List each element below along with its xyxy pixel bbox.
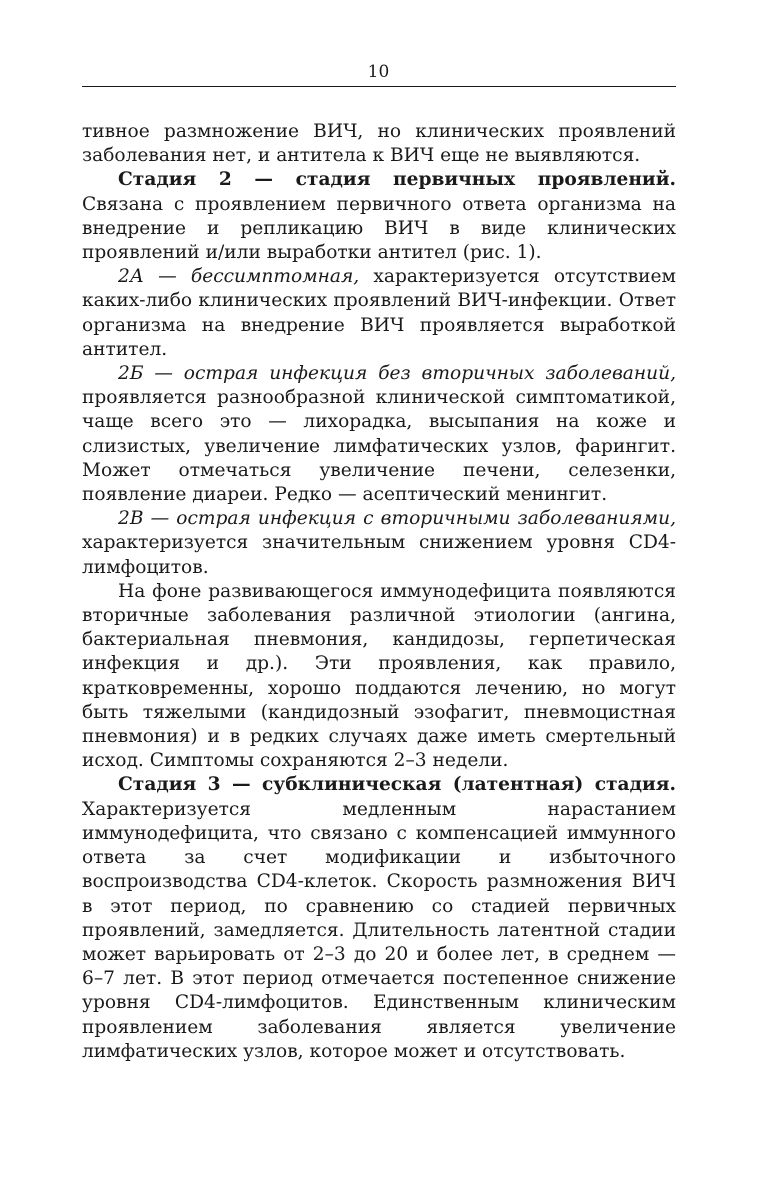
paragraph-text: Связана с проявлением первичного ответа организма на внедрение и репликацию ВИЧ в виде клинических проявлений и/или выработки антител (рис. 1). — [82, 193, 676, 264]
paragraph-secondary-diseases — [82, 580, 676, 774]
paragraph-stage-2b — [82, 362, 676, 507]
paragraph-text: тивное размножение ВИЧ, но клинических проявлений заболевания нет, и антитела к ВИЧ еще не выявляются. — [82, 121, 676, 167]
paragraph-continuation — [82, 120, 676, 168]
stage-2-heading: Стадия 2 — стадия первичных проявлений. — [118, 169, 676, 191]
paragraph-stage-2 — [82, 168, 676, 265]
body-text — [82, 120, 676, 1064]
paragraph-stage-2a — [82, 265, 676, 362]
stage-2v-heading: 2В — острая инфекция с вторичными заболеваниями, — [118, 508, 676, 530]
stage-2a-heading: 2А — бессимптомная, — [118, 266, 360, 288]
paragraph-text: характеризуется значительным снижением уровня CD4-лимфоцитов. — [82, 532, 676, 578]
paragraph-stage-3 — [82, 773, 676, 1063]
paragraph-text: На фоне развивающегося иммунодефицита появляются вторичные заболевания различной этиологии (ангина, бактериальная пневмония, кандидозы, герпетическая инфекция и др.). Эти проявления, как правило, кратковременны, хорошо поддаются лечению, но могут быть тяжелыми (кандидозный эзофагит, пневмоцистная пневмония) и в редких случаях даже иметь смертельный исход. Симптомы сохраняются 2–3 недели. — [82, 580, 676, 772]
paragraph-stage-2v — [82, 507, 676, 580]
page-number: 10 — [367, 62, 390, 82]
stage-2b-heading: 2Б — острая инфекция без вторичных заболеваний, — [118, 363, 676, 385]
stage-3-heading: Стадия 3 — субклиническая (латентная) стадия. — [118, 774, 676, 796]
paragraph-text: проявляется разнообразной клинической симптоматикой, чаще всего это — лихорадка, высыпания на коже и слизистых, увеличение лимфатических узлов, фарингит. Может отмечаться увеличение печени, селезенки, появление диареи. Редко — асептический менингит. — [82, 387, 676, 506]
paragraph-text: Характеризуется медленным нарастанием иммунодефицита, что связано с компенсацией иммунного ответа за счет модификации и избыточного воспроизводства CD4-клеток. Скорость размножения ВИЧ в этот период, по сравнению со стадией первичных проявлений, замедляется. Длительность латентной стадии может варьировать от 2–3 до 20 и более лет, в среднем — 6–7 лет. В этот период отмечается постепенное снижение уровня CD4-лимфоцитов. Единственным клиническим проявлением заболевания является увеличение лимфатических узлов, которое может и отсутствовать. — [82, 798, 676, 1062]
paragraph-text: характеризуется отсутствием каких-либо клинических проявлений ВИЧ-инфекции. Ответ организма на внедрение ВИЧ проявляется выработкой антител. — [82, 266, 676, 360]
header-rule — [82, 86, 676, 87]
